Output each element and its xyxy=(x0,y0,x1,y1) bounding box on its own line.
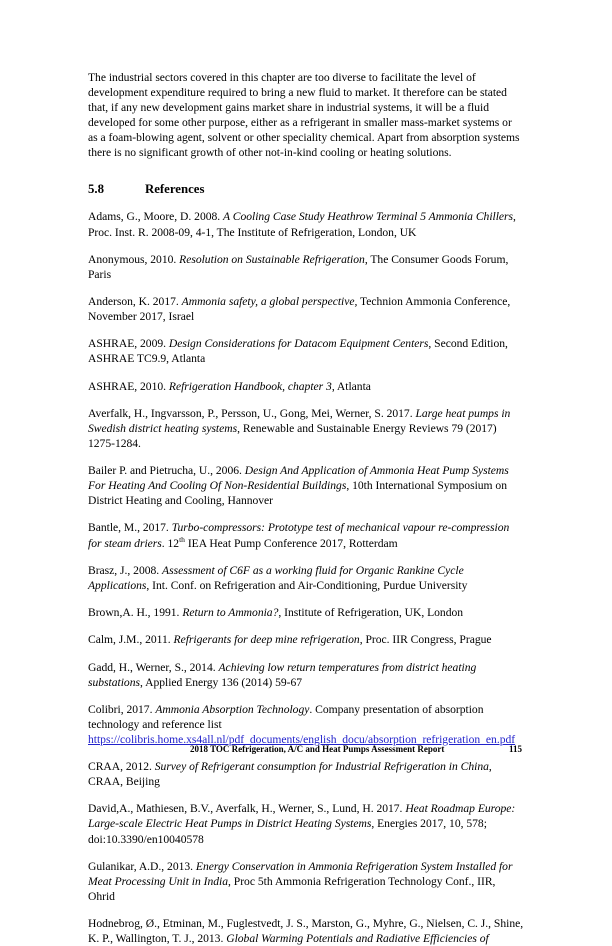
reference-authors-year: Bantle, M., 2017. xyxy=(88,521,172,535)
reference-list xyxy=(88,209,524,946)
intro-paragraph: The industrial sectors covered in this chapter are too diverse to facilitate the level of development expenditure required to bring a new fluid to market. It therefore can be stated that, if any new development gains market share in industrial systems, it will be a fluid developed for some other purpose, either as a refrigerant in smaller mass-market systems or as a foam-blowing agent, solvent or other speciality chemical. Apart from absorption systems there is no significant growth of other not-in-kind cooling or heating solutions. xyxy=(88,71,520,160)
reference-source: , Proc 5th Ammonia Refrigeration Technology Conf., IIR, Ohrid xyxy=(88,874,496,903)
reference-url-link[interactable]: https://colibris.home.xs4all.nl/pdf_documents/english_docu/absorption_refrigeration_en.pdf xyxy=(88,732,516,746)
reference-source: . Company presentation of absorption technology and reference list xyxy=(88,702,484,731)
reference-entry xyxy=(88,563,524,593)
reference-source: . 12 xyxy=(161,536,180,550)
reference-entry xyxy=(88,209,524,239)
reference-source: , CRAA, Beijing xyxy=(88,760,492,789)
reference-source: , Int. Conf. on Refrigeration and Air-Conditioning, Purdue University xyxy=(146,578,468,592)
reference-title: Achieving low return temperatures from district heating substations xyxy=(88,660,477,689)
section-number: 5.8 xyxy=(88,182,104,197)
reference-title: Ammonia Absorption Technology xyxy=(155,702,310,716)
reference-source: , Applied Energy 136 (2014) 59-67 xyxy=(139,675,303,689)
reference-title: Assessment of C6F as a working fluid for Organic Rankine Cycle Applications xyxy=(88,563,464,592)
reference-title: Return to Ammonia? xyxy=(182,606,279,620)
reference-source: , Second Edition, ASHRAE TC9.9, Atlanta xyxy=(88,337,508,366)
reference-source: Technion Ammonia Conference, November 2017, Israel xyxy=(88,295,511,324)
reference-entry xyxy=(88,252,524,282)
footer-title: 2018 TOC Refrigeration, A/C and Heat Pumps Assessment Report xyxy=(190,744,445,754)
reference-source: , Atlanta xyxy=(331,379,371,393)
reference-title: Large heat pumps in Swedish district heating systems xyxy=(88,406,511,435)
reference-authors-year: Gadd, H., Werner, S., 2014. xyxy=(88,660,219,674)
reference-authors-year: Brown,A. H., 1991. xyxy=(88,606,183,620)
reference-source: , Institute of Refrigeration, UK, London xyxy=(278,606,464,620)
reference-authors-year: David,A., Mathiesen, B.V., Averfalk, H., Werner, S., Lund, H. 2017. xyxy=(88,802,406,816)
ordinal-suffix: th xyxy=(179,534,185,544)
reference-title: Heat Roadmap Europe: Large-scale Electric Heat Pumps in District Heating Systems xyxy=(88,802,516,831)
reference-authors-year: Hodnebrog, Ø., Etminan, M., Fuglestvedt, J. S., Marston, G., Myhre, G., Nielsen, C. J., Shine, K. P., Wallington, T. J., 2013. xyxy=(88,917,524,946)
reference-title: Refrigerants for deep mine refrigeration xyxy=(173,633,360,647)
reference-authors-year: CRAA, 2012. xyxy=(88,760,155,774)
reference-title: Energy Conservation in Ammonia Refrigeration System Installed for Meat Processing Unit in India xyxy=(88,859,513,888)
page-footer xyxy=(88,744,524,754)
reference-source: , The Consumer Goods Forum, Paris xyxy=(88,252,509,281)
reference-authors-year: ASHRAE, 2010. xyxy=(88,379,169,393)
section-heading xyxy=(88,181,524,197)
reference-authors-year: ASHRAE, 2009. xyxy=(88,337,169,351)
footer-page-number: 115 xyxy=(508,744,522,754)
reference-authors-year: Anonymous, 2010. xyxy=(88,252,180,266)
reference-entry xyxy=(88,859,524,904)
reference-source: , Proc. IIR Congress, Prague xyxy=(359,633,492,647)
reference-authors-year: Anderson, K. 2017. xyxy=(88,295,182,309)
reference-entry xyxy=(88,660,524,690)
reference-title: Design Considerations for Datacom Equipment Centers xyxy=(168,337,429,351)
reference-authors-year: Brasz, J., 2008. xyxy=(88,563,163,577)
reference-entry xyxy=(88,463,524,508)
reference-source: , Energies 2017, 10, 578; doi:10.3390/en10040578 xyxy=(88,817,487,846)
reference-authors-year: Averfalk, H., Ingvarsson, P., Persson, U., Gong, Mei, Werner, S. 2017. xyxy=(88,406,416,420)
reference-title: Resolution on Sustainable Refrigeration xyxy=(179,252,365,266)
reference-authors-year: Gulanikar, A.D., 2013. xyxy=(88,859,196,873)
reference-authors-year: Adams, G., Moore, D. 2008. xyxy=(88,210,224,224)
reference-source: , Renewable and Sustainable Energy Reviews 79 (2017) 1275-1284. xyxy=(88,421,497,450)
reference-title: Design And Application of Ammonia Heat Pump Systems For Heating And Cooling Of Non-Residential Buildings xyxy=(88,464,509,493)
reference-entry xyxy=(88,702,524,747)
reference-authors-year: Calm, J.M., 2011. xyxy=(88,633,174,647)
reference-entry xyxy=(88,294,524,324)
reference-authors-year: Bailer P. and Pietrucha, U., 2006. xyxy=(88,464,245,478)
reference-entry xyxy=(88,520,524,550)
reference-entry xyxy=(88,605,524,620)
reference-title: Ammonia safety, a global perspective, xyxy=(181,295,358,309)
reference-title: Turbo-compressors: Prototype test of mechanical vapour re-compression for steam driers xyxy=(88,521,510,550)
reference-source: , 10th International Symposium on District Heating and Cooling, Hannover xyxy=(88,479,507,508)
page-content xyxy=(88,70,524,946)
reference-entry xyxy=(88,916,524,946)
reference-entry xyxy=(88,801,524,846)
reference-entry xyxy=(88,632,524,647)
reference-entry xyxy=(88,379,524,394)
reference-source-cont: IEA Heat Pump Conference 2017, Rotterdam xyxy=(184,536,398,550)
reference-entry xyxy=(88,406,524,451)
reference-source: , Proc. Inst. R. 2008-09, 4-1, The Institute of Refrigeration, London, UK xyxy=(88,210,516,239)
reference-title: Refrigeration Handbook, chapter 3 xyxy=(168,379,332,393)
reference-title: Survey of Refrigerant consumption for Industrial Refrigeration in China xyxy=(154,760,489,774)
reference-title: A Cooling Case Study Heathrow Terminal 5 Ammonia Chillers xyxy=(223,210,514,224)
reference-title: Global Warming Potentials and Radiative Efficiencies of xyxy=(226,932,489,946)
reference-authors-year: Colibri, 2017. xyxy=(88,702,156,716)
section-title: References xyxy=(145,182,205,197)
reference-entry xyxy=(88,336,524,366)
reference-entry xyxy=(88,759,524,789)
